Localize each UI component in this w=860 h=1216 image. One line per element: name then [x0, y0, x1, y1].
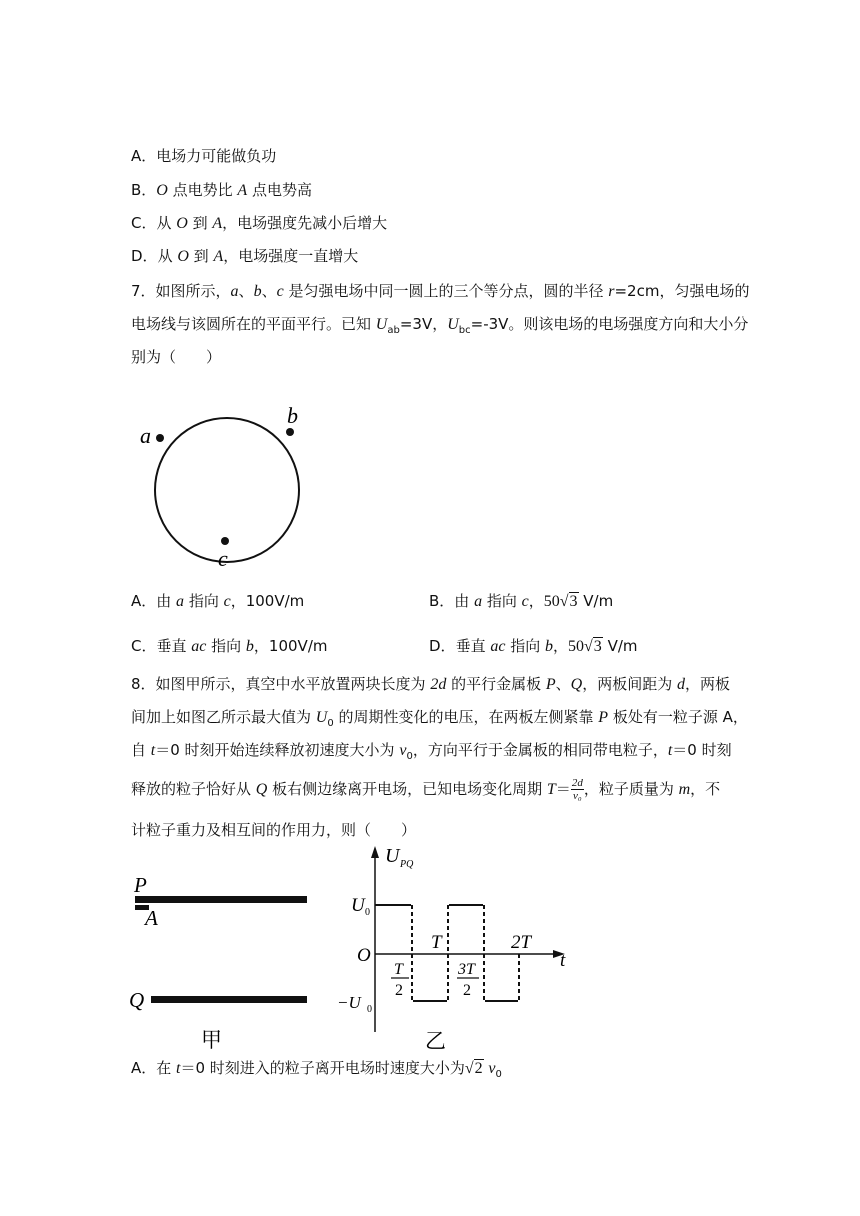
caption-yi: 乙 — [425, 1029, 446, 1053]
plate-q — [151, 996, 307, 1003]
y-axis-arrow — [371, 846, 379, 858]
sqrt-expression: √2 — [464, 1060, 483, 1077]
label-a: a — [140, 423, 151, 448]
point-c — [221, 537, 229, 545]
period-fraction: $\frac{2d}{\text{v₀}}$ — [571, 777, 583, 802]
q7-option-a: A．由 a 指向 c，100V/m — [131, 592, 305, 610]
q7-circle-figure — [130, 390, 330, 590]
sqrt-expression: 50√3 — [568, 638, 602, 655]
q8-stem-line4: 释放的粒子恰好从 Q 板右侧边缘离开电场，已知电场变化周期 T＝ $\frac{2d}{\text{v₀}}$ ，粒子质量为 m，不 — [131, 777, 721, 802]
xlabel-t: t — [560, 950, 566, 971]
q7-stem-line1: 7．如图所示，a、b、c 是匀强电场中同一圆上的三个等分点，圆的半径 r=2cm，匀强电场的 — [131, 282, 750, 300]
tick-half-t — [391, 961, 409, 999]
sqrt-expression: 50√3 — [543, 593, 578, 610]
point-b — [286, 428, 294, 436]
ylabel-u: U — [385, 845, 400, 867]
q8-option-a: A．在 t＝0 时刻进入的粒子离开电场时速度大小为√2 $v_0$ — [131, 1059, 502, 1080]
svg-text:3T: 3T — [458, 961, 475, 978]
label-origin: O — [357, 945, 371, 966]
prev-option-b: B．O 点电势比 A 点电势高 — [131, 181, 312, 199]
label-q: Q — [129, 988, 145, 1012]
label-neg-u0: −U — [337, 993, 361, 1012]
label-neg-u0-sub: 0 — [367, 1004, 372, 1015]
svg-text:2: 2 — [463, 982, 471, 999]
label-u0-sub: 0 — [365, 907, 370, 918]
tick-2t: 2T — [511, 932, 532, 953]
q8-stem-line2: 间加上如图乙所示最大值为 $U_0$ 的周期性变化的电压，在两板左侧紧靠 P 板处有一粒子源 A， — [131, 708, 748, 729]
label-c: c — [218, 546, 228, 571]
q8-stem-line3: 自 t＝0 时刻开始连续释放初速度大小为 $v_0$，方向平行于金属板的相同带电粒子，t＝0 时刻 — [131, 741, 732, 762]
q8-plates-figure — [125, 865, 325, 1065]
tick-3t-half — [457, 961, 479, 999]
q7-option-d: D．垂直 ac 指向 b，50√3 V/m — [429, 637, 638, 655]
svg-text:T: T — [394, 961, 403, 978]
q8-stem-line1: 8．如图甲所示，真空中水平放置两块长度为 2d 的平行金属板 P、Q，两板间距为 d，两板 — [131, 675, 731, 693]
caption-jia: 甲 — [201, 1028, 222, 1052]
q7-option-b: B．由 a 指向 c，50√3 V/m — [429, 592, 614, 610]
q8-voltage-graph — [335, 842, 575, 1052]
prev-option-d: D．从 O 到 A，电场强度一直增大 — [131, 247, 359, 265]
q8-stem-line5: 计粒子重力及相互间的作用力，则（ ） — [131, 821, 417, 839]
svg-text:2: 2 — [395, 982, 403, 999]
q7-stem-line3: 别为（ ） — [131, 348, 222, 366]
label-b: b — [287, 403, 298, 428]
label-p: P — [134, 873, 147, 897]
ylabel-sub: PQ — [400, 859, 414, 870]
q7-stem-line2: 电场线与该圆所在的平面平行。已知 $U_{ab}=3V$，$U_{bc}=-3V$。则该电场的电场强度方向和大小分 — [131, 315, 749, 336]
prev-option-c: C．从 O 到 A，电场强度先减小后增大 — [131, 214, 388, 232]
plate-p — [135, 896, 307, 903]
point-a — [156, 434, 164, 442]
tick-t: T — [431, 932, 442, 953]
prev-option-a: A．电场力可能做负功 — [131, 147, 277, 165]
label-a: A — [145, 906, 158, 930]
q7-option-c: C．垂直 ac 指向 b，100V/m — [131, 637, 328, 655]
label-u0: U — [351, 895, 365, 916]
